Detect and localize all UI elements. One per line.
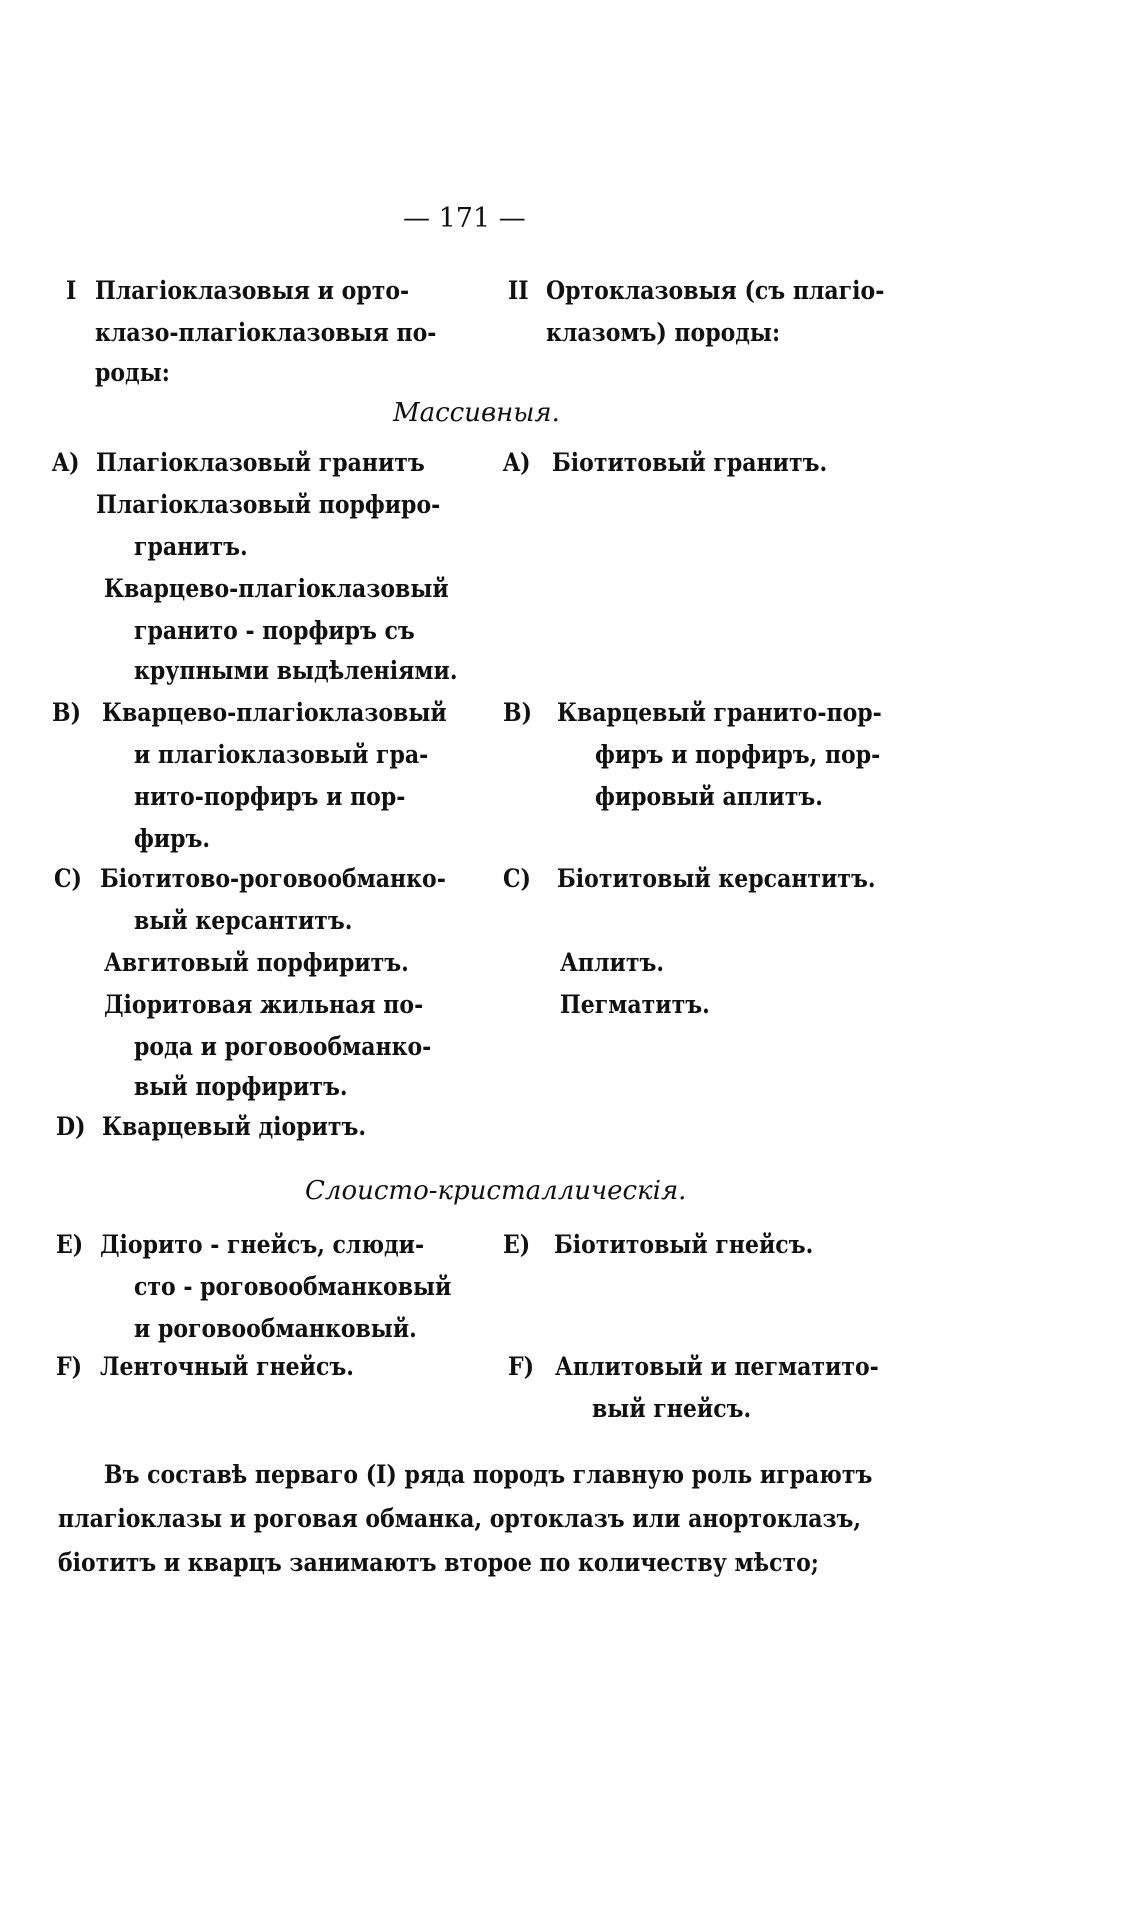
row-b-left-label: B) xyxy=(52,698,82,727)
row-c-left-line: Діоритовая жильная по- xyxy=(104,990,424,1019)
left-header-line-3: роды: xyxy=(95,358,170,387)
row-b-right-label: B) xyxy=(503,698,533,727)
left-header-num: I xyxy=(66,276,77,305)
row-b-right-line: фиръ и порфиръ, пор- xyxy=(595,740,881,769)
row-b-left-line: и плагіоклазовый гра- xyxy=(134,740,429,769)
row-c-left-line: Авгитовый порфиритъ. xyxy=(104,948,409,977)
section-schistose-heading: Слоисто-кристаллическія. xyxy=(305,1176,687,1206)
section-massive-heading: Массивныя. xyxy=(393,398,560,428)
row-f-left-label: F) xyxy=(56,1352,83,1381)
row-c-left-line: вый порфиритъ. xyxy=(134,1072,348,1101)
row-e-right-label: E) xyxy=(503,1230,531,1259)
row-e-left-line: и роговообманковый. xyxy=(134,1314,417,1343)
row-c-right-line: Біотитовый керсантитъ. xyxy=(557,864,876,893)
paragraph-line: біотитъ и кварцъ занимаютъ второе по количеству мѣсто; xyxy=(58,1548,819,1577)
row-f-right-line: Аплитовый и пегматито- xyxy=(555,1352,879,1381)
row-e-left-line: Діорито - гнейсъ, слюди- xyxy=(100,1230,425,1259)
row-f-left-line: Ленточный гнейсъ. xyxy=(100,1352,354,1381)
row-d-left-line: Кварцевый діоритъ. xyxy=(102,1112,367,1141)
row-c-right-line: Аплитъ. xyxy=(560,948,665,977)
row-a-left-line: гранито - порфиръ съ xyxy=(134,616,415,645)
left-header-line-1: Плагіоклазовыя и орто- xyxy=(95,276,410,305)
page-number: — 171 — xyxy=(403,203,526,234)
right-header-line-2: клазомъ) породы: xyxy=(546,318,781,347)
row-d-left-label: D) xyxy=(56,1112,86,1141)
row-f-right-label: F) xyxy=(508,1352,535,1381)
row-f-right-line: вый гнейсъ. xyxy=(592,1394,752,1423)
row-c-right-label: C) xyxy=(503,864,531,893)
paragraph-line: Въ составѣ перваго (I) ряда породъ главную роль играютъ xyxy=(104,1460,873,1489)
row-c-left-line: рода и роговообманко- xyxy=(134,1032,432,1061)
row-b-left-line: Кварцево-плагіоклазовый xyxy=(102,698,447,727)
left-header-line-2: клазо-плагіоклазовыя по- xyxy=(95,318,437,347)
row-a-left-line: гранитъ. xyxy=(134,532,248,561)
row-a-left-label: A) xyxy=(52,448,80,477)
row-a-left-line: Плагіоклазовый гранитъ xyxy=(96,448,425,477)
row-a-right-line: Біотитовый гранитъ. xyxy=(552,448,828,477)
row-c-right-line: Пегматитъ. xyxy=(560,990,710,1019)
right-header-num: II xyxy=(508,276,529,305)
row-e-right-line: Біотитовый гнейсъ. xyxy=(554,1230,814,1259)
row-c-left-line: вый керсантитъ. xyxy=(134,906,353,935)
row-c-left-line: Біотитово-роговообманко- xyxy=(100,864,446,893)
row-b-right-line: фировый аплитъ. xyxy=(595,782,823,811)
row-b-left-line: нито-порфиръ и пор- xyxy=(134,782,406,811)
row-e-left-label: E) xyxy=(56,1230,84,1259)
row-a-left-line: Плагіоклазовый порфиро- xyxy=(96,490,441,519)
row-b-right-line: Кварцевый гранито-пор- xyxy=(557,698,882,727)
row-e-left-line: сто - роговообманковый xyxy=(134,1272,452,1301)
row-a-right-label: A) xyxy=(503,448,531,477)
row-a-left-line: Кварцево-плагіоклазовый xyxy=(104,574,449,603)
row-b-left-line: фиръ. xyxy=(134,824,211,853)
right-header-line-1: Ортоклазовыя (съ плагіо- xyxy=(546,276,885,305)
row-c-left-label: C) xyxy=(54,864,82,893)
row-a-left-line: крупными выдѣленіями. xyxy=(134,656,458,685)
paragraph-line: плагіоклазы и роговая обманка, ортоклазъ или анортоклазъ, xyxy=(58,1504,862,1533)
